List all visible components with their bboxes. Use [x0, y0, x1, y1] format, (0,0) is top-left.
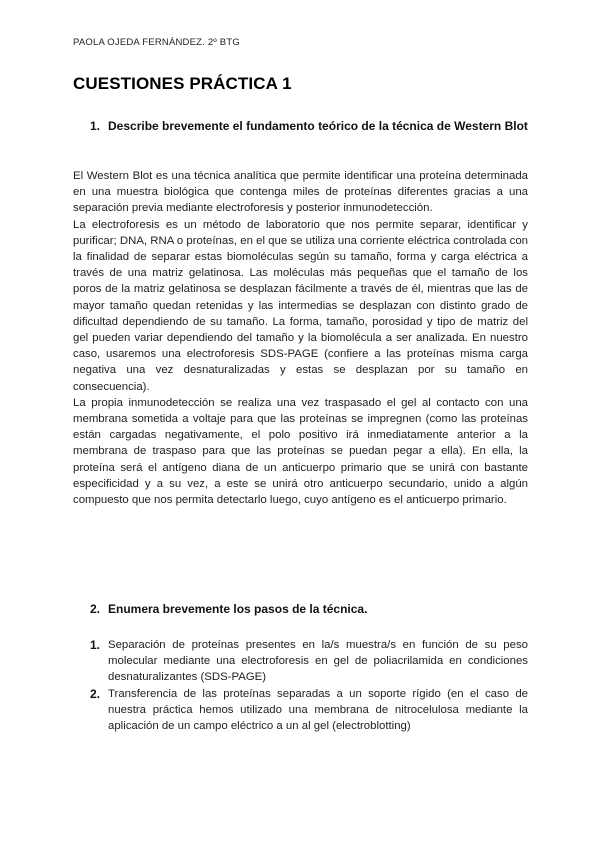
- answer-paragraph: La electroforesis es un método de laboratorio que nos permite separar, identificar y purificar; DNA, RNA o proteínas, en el que se utiliza una corriente eléctrica controlada con la finalidad de separar estas biomoléculas según su tamaño, forma y carga eléctrica a través de una matriz gelatinosa. Las moléculas más pequeñas que el tamaño de los poros de la matriz gelatinosa se desplazan fácilmente a través de él, mientras que las de mayor tamaño quedan retenidas y las intermedias se desplazan con distinto grado de dificultad dependiendo de su tamaño. La forma, tamaño, porosidad y tipo de matriz del gel pueden variar dependiendo del tamaño y la biomolécula a ser analizada. En nuestro caso, usaremos una electroforesis SDS-PAGE (confiere a las proteínas misma carga negativa una vez desnaturalizadas y estas se desplazan por su tamaño en consecuencia).: [73, 218, 528, 393]
- author-header: PAOLA OJEDA FERNÁNDEZ. 2º BTG: [73, 37, 240, 48]
- steps-list: [90, 637, 528, 734]
- answer-paragraph: La propia inmunodetección se realiza una vez traspasado el gel al contacto con una membrana sometida a voltaje para que las proteínas se impregnen (como las proteínas están cargadas negativamente, el polo positivo irá inmediatamente anterior a la membrana de traspaso para que las proteínas se puedan pegar a ella). En ella, la proteína será el antígeno diana de un anticuerpo primario que se unirá con bastante especificidad y a su vez, a este se unirá otro anticuerpo secundario, unido a algún compuesto que nos permita detectarlo luego, cuyo antígeno es el anticuerpo primario.: [73, 396, 528, 507]
- answer-paragraph: El Western Blot es una técnica analítica que permite identificar una proteína determinada en una muestra biológica que contenga miles de proteínas diferentes gracias a una separación previa mediante electroforesis y posterior inmunodetección.: [73, 170, 528, 215]
- list-item: [90, 637, 528, 686]
- step-text: Transferencia de las proteínas separadas a un soporte rígido (en el caso de nuestra práctica hemos utilizado una membrana de nitrocelulosa mediante la aplicación de un campo eléctrico a un al gel (electroblotting): [108, 687, 528, 733]
- step-number: 2.: [90, 686, 101, 701]
- step-number: 1.: [90, 638, 101, 652]
- question-1-number: 1.: [90, 119, 101, 133]
- answer-1-body: [73, 168, 528, 508]
- question-1-heading: [90, 118, 528, 134]
- question-2-text: Enumera brevemente los pasos de la técnica.: [108, 602, 368, 616]
- question-2-heading: [90, 601, 528, 617]
- question-2-number: 2.: [90, 602, 101, 616]
- question-1-text: Describe brevemente el fundamento teórico de la técnica de Western Blot: [108, 119, 528, 133]
- document-title: CUESTIONES PRÁCTICA 1: [73, 74, 292, 93]
- list-item: [90, 686, 528, 735]
- step-text: Separación de proteínas presentes en la/s muestra/s en función de su peso molecular mediante una electroforesis en gel de poliacrilamida en condiciones desnaturalizantes (SDS-PAGE): [108, 639, 528, 684]
